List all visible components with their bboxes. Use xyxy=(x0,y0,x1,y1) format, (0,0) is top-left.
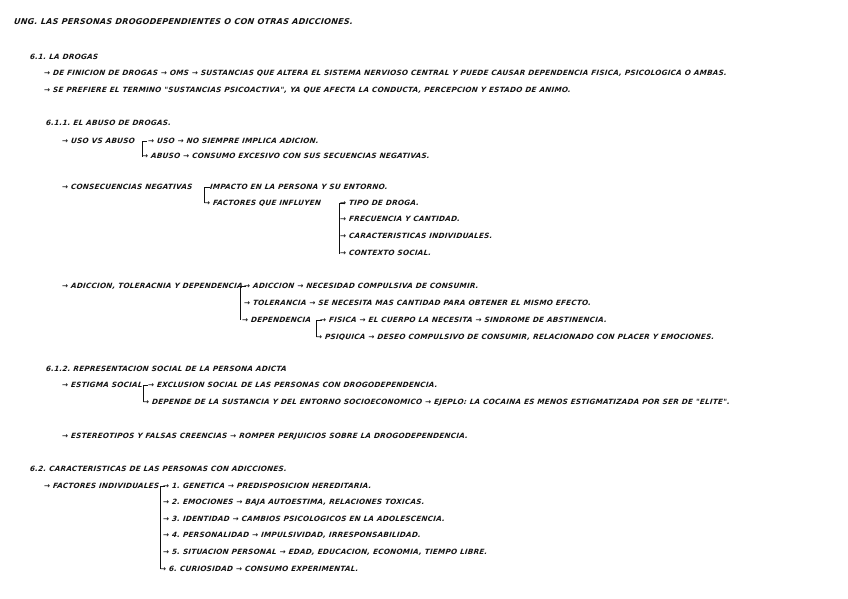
page-title: UNG. LAS PERSONAS DROGODEPENDIENTES O CON OTRAS ADICCIONES. xyxy=(13,17,354,26)
section-6-1-2-heading: 6.1.2. REPRESENTACION SOCIAL DE LA PERSONA ADICTA xyxy=(45,364,288,373)
fisica-item: → FISICA → EL CUERPO LA NECESITA → SINDROME DE ABSTINENCIA. xyxy=(319,315,608,324)
definition-line: → DE FINICION DE DROGAS → OMS → SUSTANCIAS QUE ALTERA EL SISTEMA NERVIOSO CENTRAL Y PUEDE CAUSAR DEPENDENCIA FISICA, PSICOLOGICA O AMBAS. xyxy=(43,68,728,77)
factor-item: → CONTEXTO SOCIAL. xyxy=(339,248,432,257)
consecuencias-label: → CONSECUENCIAS NEGATIVAS xyxy=(61,182,194,191)
factor-individual-item: → 5. SITUACION PERSONAL → EDAD, EDUCACION, ECONOMIA, TIEMPO LIBRE. xyxy=(162,547,488,556)
psychoactive-line: → SE PREFIERE EL TERMINO "SUSTANCIAS PSICOACTIVA", YA QUE AFECTA LA CONDUCTA, PERCEPCION Y ESTADO DE ANIMO. xyxy=(43,85,572,94)
tolerancia-item: → TOLERANCIA → SE NECESITA MAS CANTIDAD PARA OBTENER EL MISMO EFECTO. xyxy=(243,298,592,307)
section-6-1-heading: 6.1. LA DROGAS xyxy=(29,52,99,61)
abuso-item: → ABUSO → CONSUMO EXCESIVO CON SUS SECUENCIAS NEGATIVAS. xyxy=(141,151,431,160)
factor-item: → FRECUENCIA Y CANTIDAD. xyxy=(339,214,461,223)
factor-individual-item: → 4. PERSONALIDAD → IMPULSIVIDAD, IRRESPONSABILIDAD. xyxy=(162,530,422,539)
adiccion-item: → ADICCION → NECESIDAD COMPULSIVA DE CONSUMIR. xyxy=(243,281,480,290)
factor-item: → TIPO DE DROGA. xyxy=(339,198,420,207)
factor-item: → CARACTERISTICAS INDIVIDUALES. xyxy=(339,231,494,240)
uso-item: → USO → NO SIEMPRE IMPLICA ADICION. xyxy=(147,136,320,145)
factores-individuales-label: → FACTORES INDIVIDUALES xyxy=(43,481,160,490)
factor-individual-item: → 2. EMOCIONES → BAJA AUTOESTIMA, RELACIONES TOXICAS. xyxy=(162,497,426,506)
section-6-1-1-heading: 6.1.1. EL ABUSO DE DROGAS. xyxy=(45,118,172,127)
uso-vs-abuso-label: → USO VS ABUSO xyxy=(61,136,136,145)
factores-item: → FACTORES QUE INFLUYEN xyxy=(203,198,322,207)
depende-item: → DEPENDE DE LA SUSTANCIA Y DEL ENTORNO SOCIOECONOMICO → EJEPLO: LA COCAINA ES MENOS ESTIGMATIZADA POR SER DE "ELITE". xyxy=(142,397,731,406)
section-6-2-heading: 6.2. CARACTERISTICAS DE LAS PERSONAS CON ADICCIONES. xyxy=(29,464,288,473)
estigma-label: → ESTIGMA SOCIAL xyxy=(61,380,144,389)
estereotipos-line: → ESTEREOTIPOS Y FALSAS CREENCIAS → ROMPER PERJUICIOS SOBRE LA DROGODEPENDENCIA. xyxy=(61,431,469,440)
impacto-item: IMPACTO EN LA PERSONA Y SU ENTORNO. xyxy=(209,182,389,191)
factor-individual-item: → 3. IDENTIDAD → CAMBIOS PSICOLOGICOS EN LA ADOLESCENCIA. xyxy=(162,514,446,523)
factor-individual-item: → 6. CURIOSIDAD → CONSUMO EXPERIMENTAL. xyxy=(159,564,360,573)
exclusion-item: → EXCLUSION SOCIAL DE LAS PERSONAS CON DROGODEPENDENCIA. xyxy=(147,380,439,389)
adiccion-label: → ADICCION, TOLERACNIA Y DEPENDENCIA xyxy=(61,281,244,290)
dependencia-item: → DEPENDENCIA xyxy=(241,315,312,324)
psiquica-item: → PSIQUICA → DESEO COMPULSIVO DE CONSUMIR, RELACIONADO CON PLACER Y EMOCIONES. xyxy=(315,332,715,341)
factores-bracket xyxy=(339,203,345,254)
factor-individual-item: → 1. GENETICA → PREDISPOSICION HEREDITARIA. xyxy=(162,481,373,490)
